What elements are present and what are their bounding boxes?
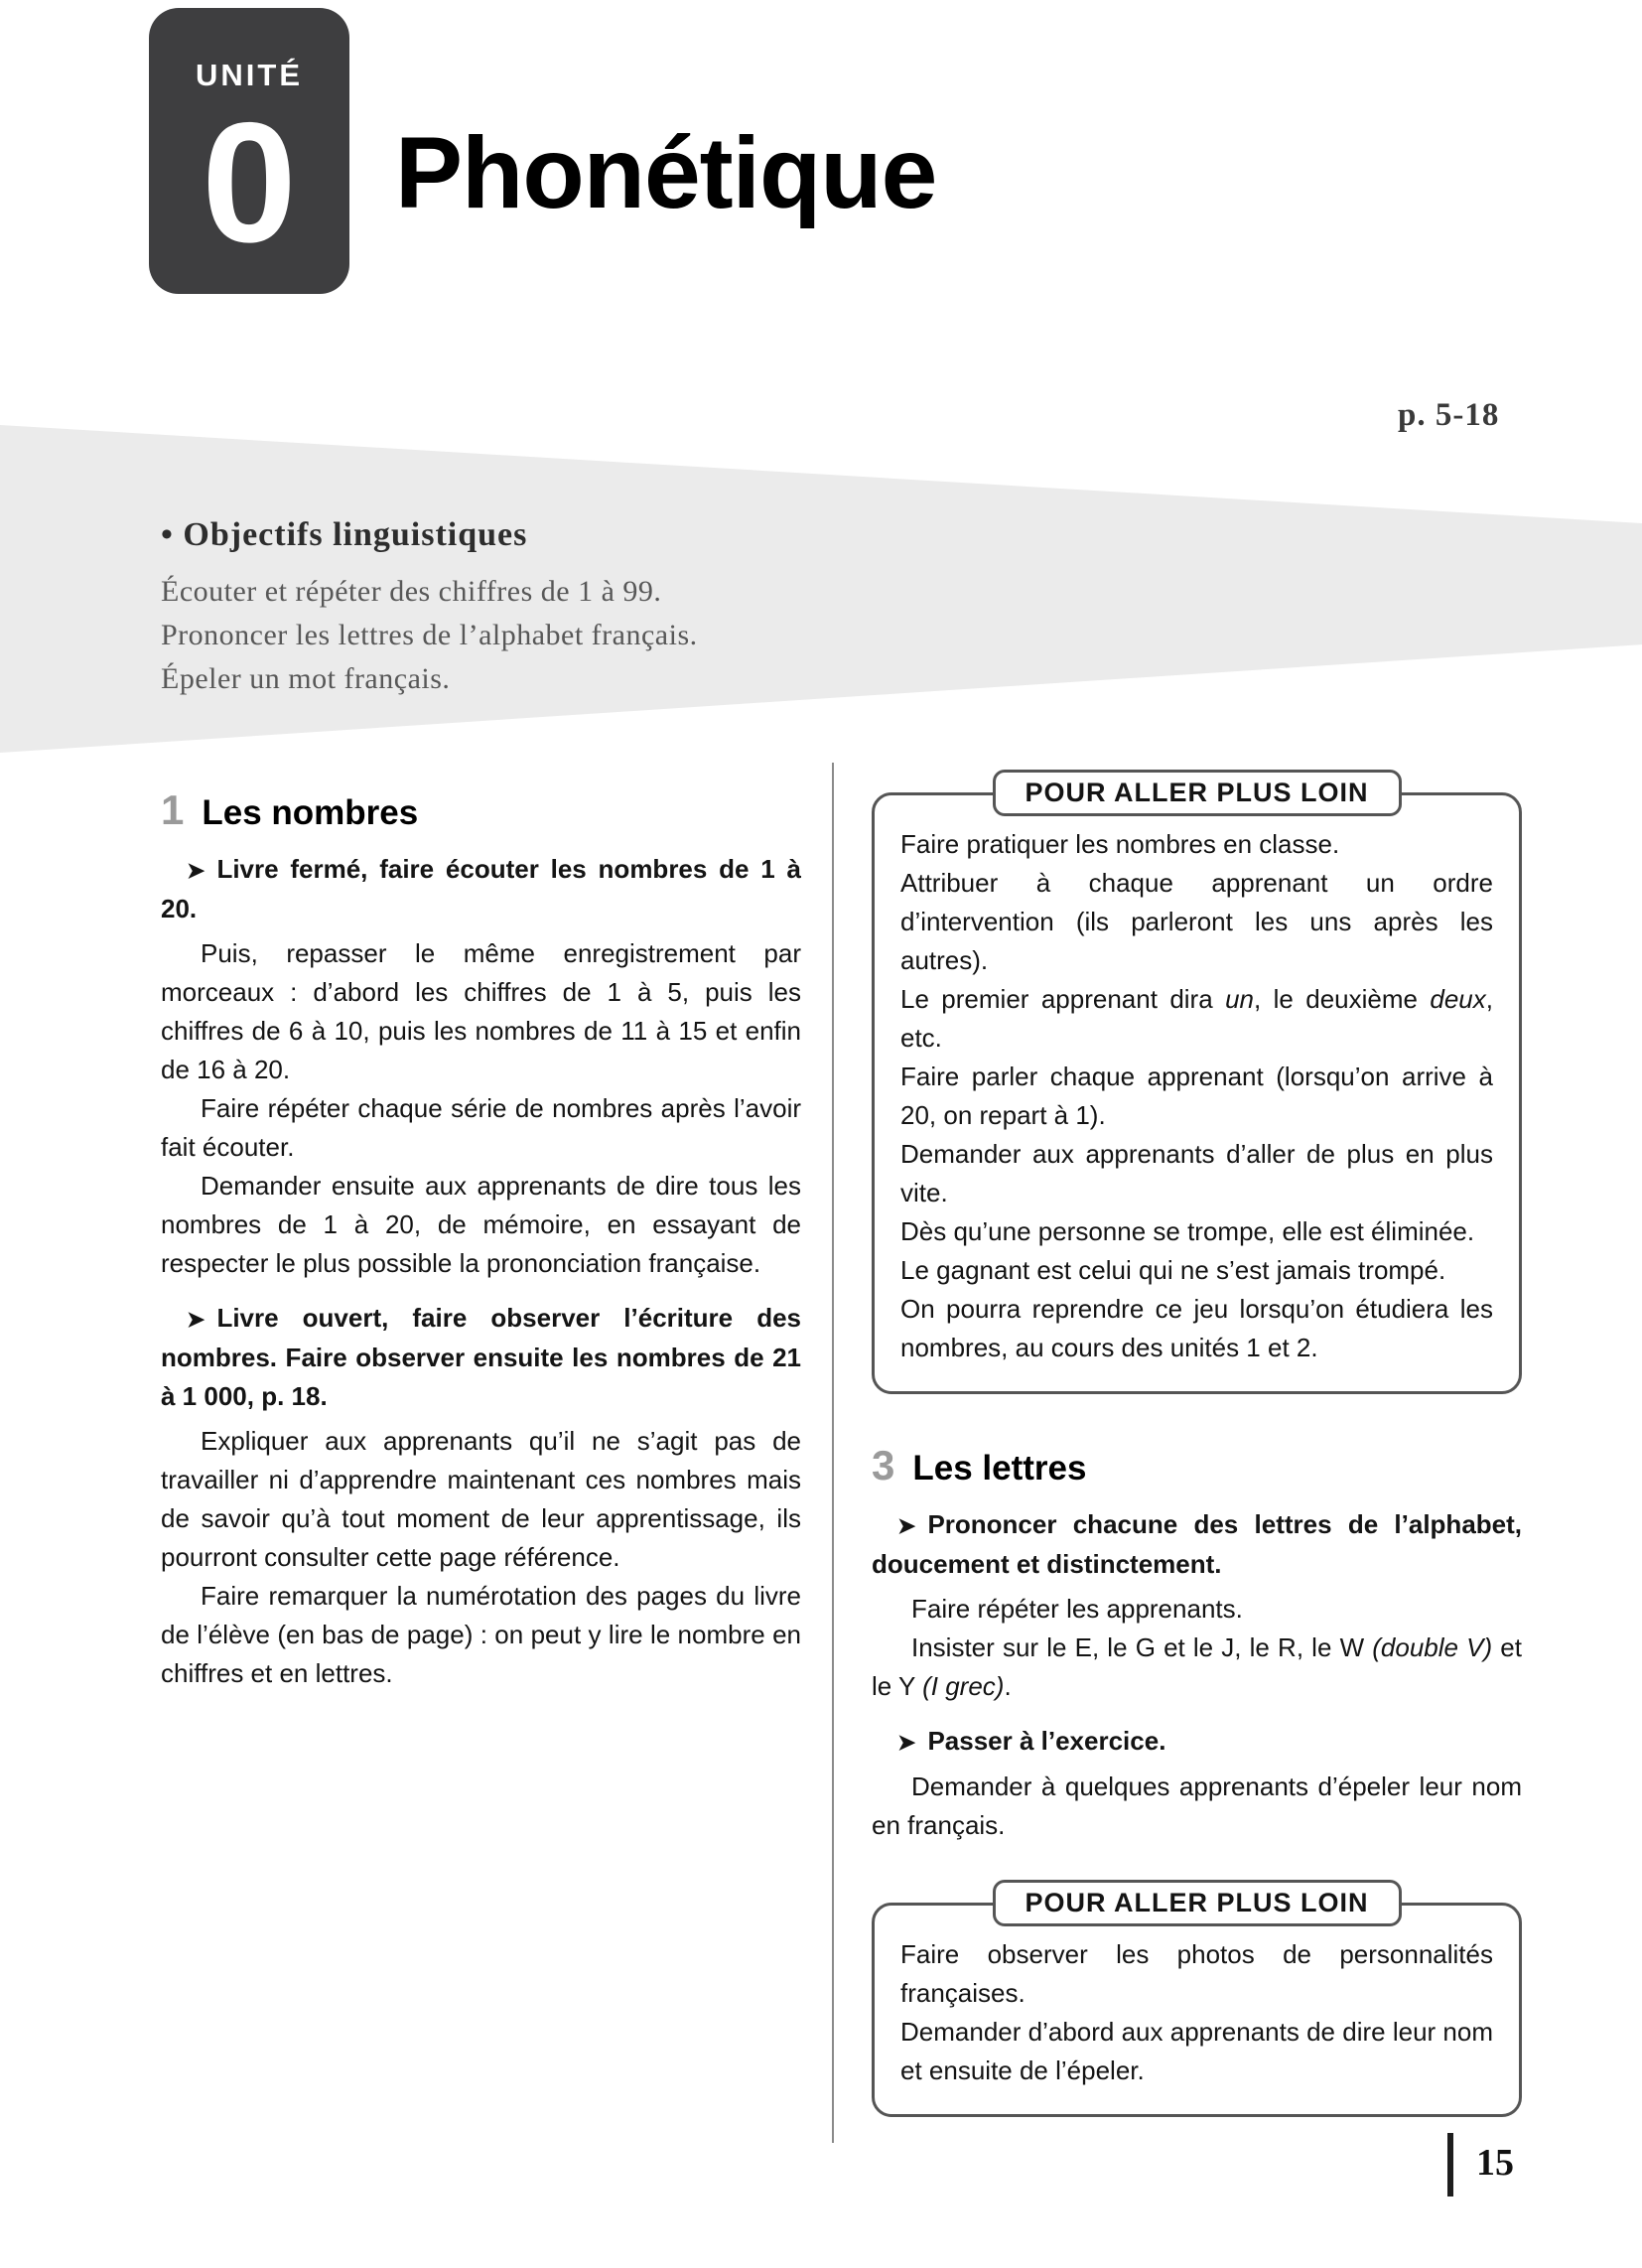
right-column: [872, 767, 1522, 2117]
section-heading-lettres: [872, 1442, 1522, 1489]
callout-text-italic: deux: [1430, 984, 1486, 1014]
objective-line: Prononcer les lettres de l’alphabet français.: [161, 619, 698, 651]
callout-title: POUR ALLER PLUS LOIN: [992, 1880, 1401, 1926]
instruction-bullet: [161, 1299, 801, 1416]
paragraph: [872, 1629, 1522, 1706]
instruction-text: Prononcer chacune des lettres de l’alphabet, doucement et distinctement.: [872, 1509, 1522, 1579]
footer-rule: [1447, 2133, 1453, 2197]
objectives-heading: • Objectifs linguistiques: [161, 516, 528, 553]
callout-paragraph: Demander aux apprenants d’aller de plus en plus vite.: [900, 1139, 1493, 1207]
instruction-text: Passer à l’exercice.: [927, 1726, 1166, 1756]
callout-title: POUR ALLER PLUS LOIN: [992, 770, 1401, 816]
paragraph-text: .: [1004, 1671, 1012, 1701]
instruction-text: Livre ouvert, faire observer l’écriture des nombres. Faire observer ensuite les nombres de 21 à 1 000, p. 18.: [161, 1303, 801, 1411]
column-divider: [832, 763, 834, 2143]
paragraph: Demander à quelques apprenants d’épeler leur nom en français.: [872, 1772, 1522, 1840]
paragraph-text-italic: (double V): [1372, 1632, 1493, 1662]
instruction-bullet: [872, 1722, 1522, 1762]
callout-text-italic: un: [1225, 984, 1254, 1014]
unit-number: 0: [202, 87, 297, 278]
left-column: [161, 786, 801, 1693]
paragraph: Demander ensuite aux apprenants de dire tous les nombres de 1 à 20, de mémoire, en essayant de respecter le plus possible la prononciation française.: [161, 1171, 801, 1278]
callout-paragraph: Demander d’abord aux apprenants de dire leur nom et ensuite de l’épeler.: [900, 2017, 1493, 2085]
callout-text: Le premier apprenant dira: [900, 984, 1226, 1014]
instruction-text: Livre fermé, faire écouter les nombres de 1 à 20.: [161, 854, 801, 923]
callout-paragraph: Faire observer les photos de personnalités françaises.: [900, 1939, 1493, 2008]
pour-aller-plus-loin-box-1: [872, 778, 1522, 1394]
section-number: 3: [872, 1442, 895, 1488]
instruction-bullet: [872, 1505, 1522, 1584]
callout-paragraph: Faire pratiquer les nombres en classe.: [900, 829, 1340, 859]
callout-text: , le deuxième: [1254, 984, 1431, 1014]
callout-paragraph: Faire parler chaque apprenant (lorsqu’on arrive à 20, on repart à 1).: [900, 1062, 1493, 1130]
callout-paragraph: [900, 980, 1493, 1058]
section-title: Les nombres: [202, 793, 419, 832]
paragraph: Puis, repasser le même enregistrement par morceaux : d’abord les chiffres de 1 à 5, puis les chiffres de 6 à 10, puis les nombres de 11 à 15 et enfin de 16 à 20.: [161, 938, 801, 1084]
arrow-bullet-icon: ➤: [897, 1513, 916, 1538]
paragraph: Expliquer aux apprenants qu’il ne s’agit pas de travailler ni d’apprendre maintenant ces nombres mais de savoir qu’à tout moment de leur apprentissage, ils pourront consulter cette page référence.: [161, 1426, 801, 1572]
section-number: 1: [161, 786, 185, 833]
section-heading-nombres: [161, 786, 801, 834]
objective-line: Épeler un mot français.: [161, 662, 451, 695]
paragraph-text: Insister sur le E, le G et le J, le R, le W: [911, 1632, 1373, 1662]
page-title: Phonétique: [395, 116, 937, 229]
instruction-bullet: [161, 850, 801, 928]
paragraph-text: et le Y: [872, 1632, 1522, 1701]
paragraph: Faire répéter chaque série de nombres après l’avoir fait écouter.: [161, 1093, 801, 1162]
section-title: Les lettres: [912, 1449, 1087, 1488]
arrow-bullet-icon: ➤: [187, 1307, 205, 1332]
objective-line: Écouter et répéter des chiffres de 1 à 99.: [161, 575, 662, 608]
paragraph: Faire remarquer la numérotation des pages du livre de l’élève (en bas de page) : on peut y lire le nombre en chiffres et en lettres.: [161, 1581, 801, 1688]
page-number: 15: [1476, 2142, 1514, 2184]
arrow-bullet-icon: ➤: [187, 858, 205, 883]
callout-paragraph: Dès qu’une personne se trompe, elle est éliminée.: [900, 1216, 1475, 1246]
paragraph-text-italic: (I grec): [922, 1671, 1005, 1701]
arrow-bullet-icon: ➤: [897, 1730, 916, 1755]
objectives-block: [161, 516, 698, 701]
pour-aller-plus-loin-box-2: [872, 1888, 1522, 2117]
unit-label: UNITÉ: [196, 58, 303, 92]
paragraph: Faire répéter les apprenants.: [911, 1594, 1243, 1624]
page-reference: p. 5-18: [1398, 397, 1500, 433]
callout-paragraph: On pourra reprendre ce jeu lorsqu’on étudiera les nombres, au cours des unités 1 et 2.: [900, 1294, 1493, 1362]
unit-badge: [149, 8, 349, 294]
callout-paragraph: Attribuer à chaque apprenant un ordre d’intervention (ils parleront les uns après les autres).: [900, 868, 1493, 975]
callout-text: , etc.: [900, 984, 1493, 1053]
callout-paragraph: Le gagnant est celui qui ne s’est jamais trompé.: [900, 1255, 1446, 1285]
